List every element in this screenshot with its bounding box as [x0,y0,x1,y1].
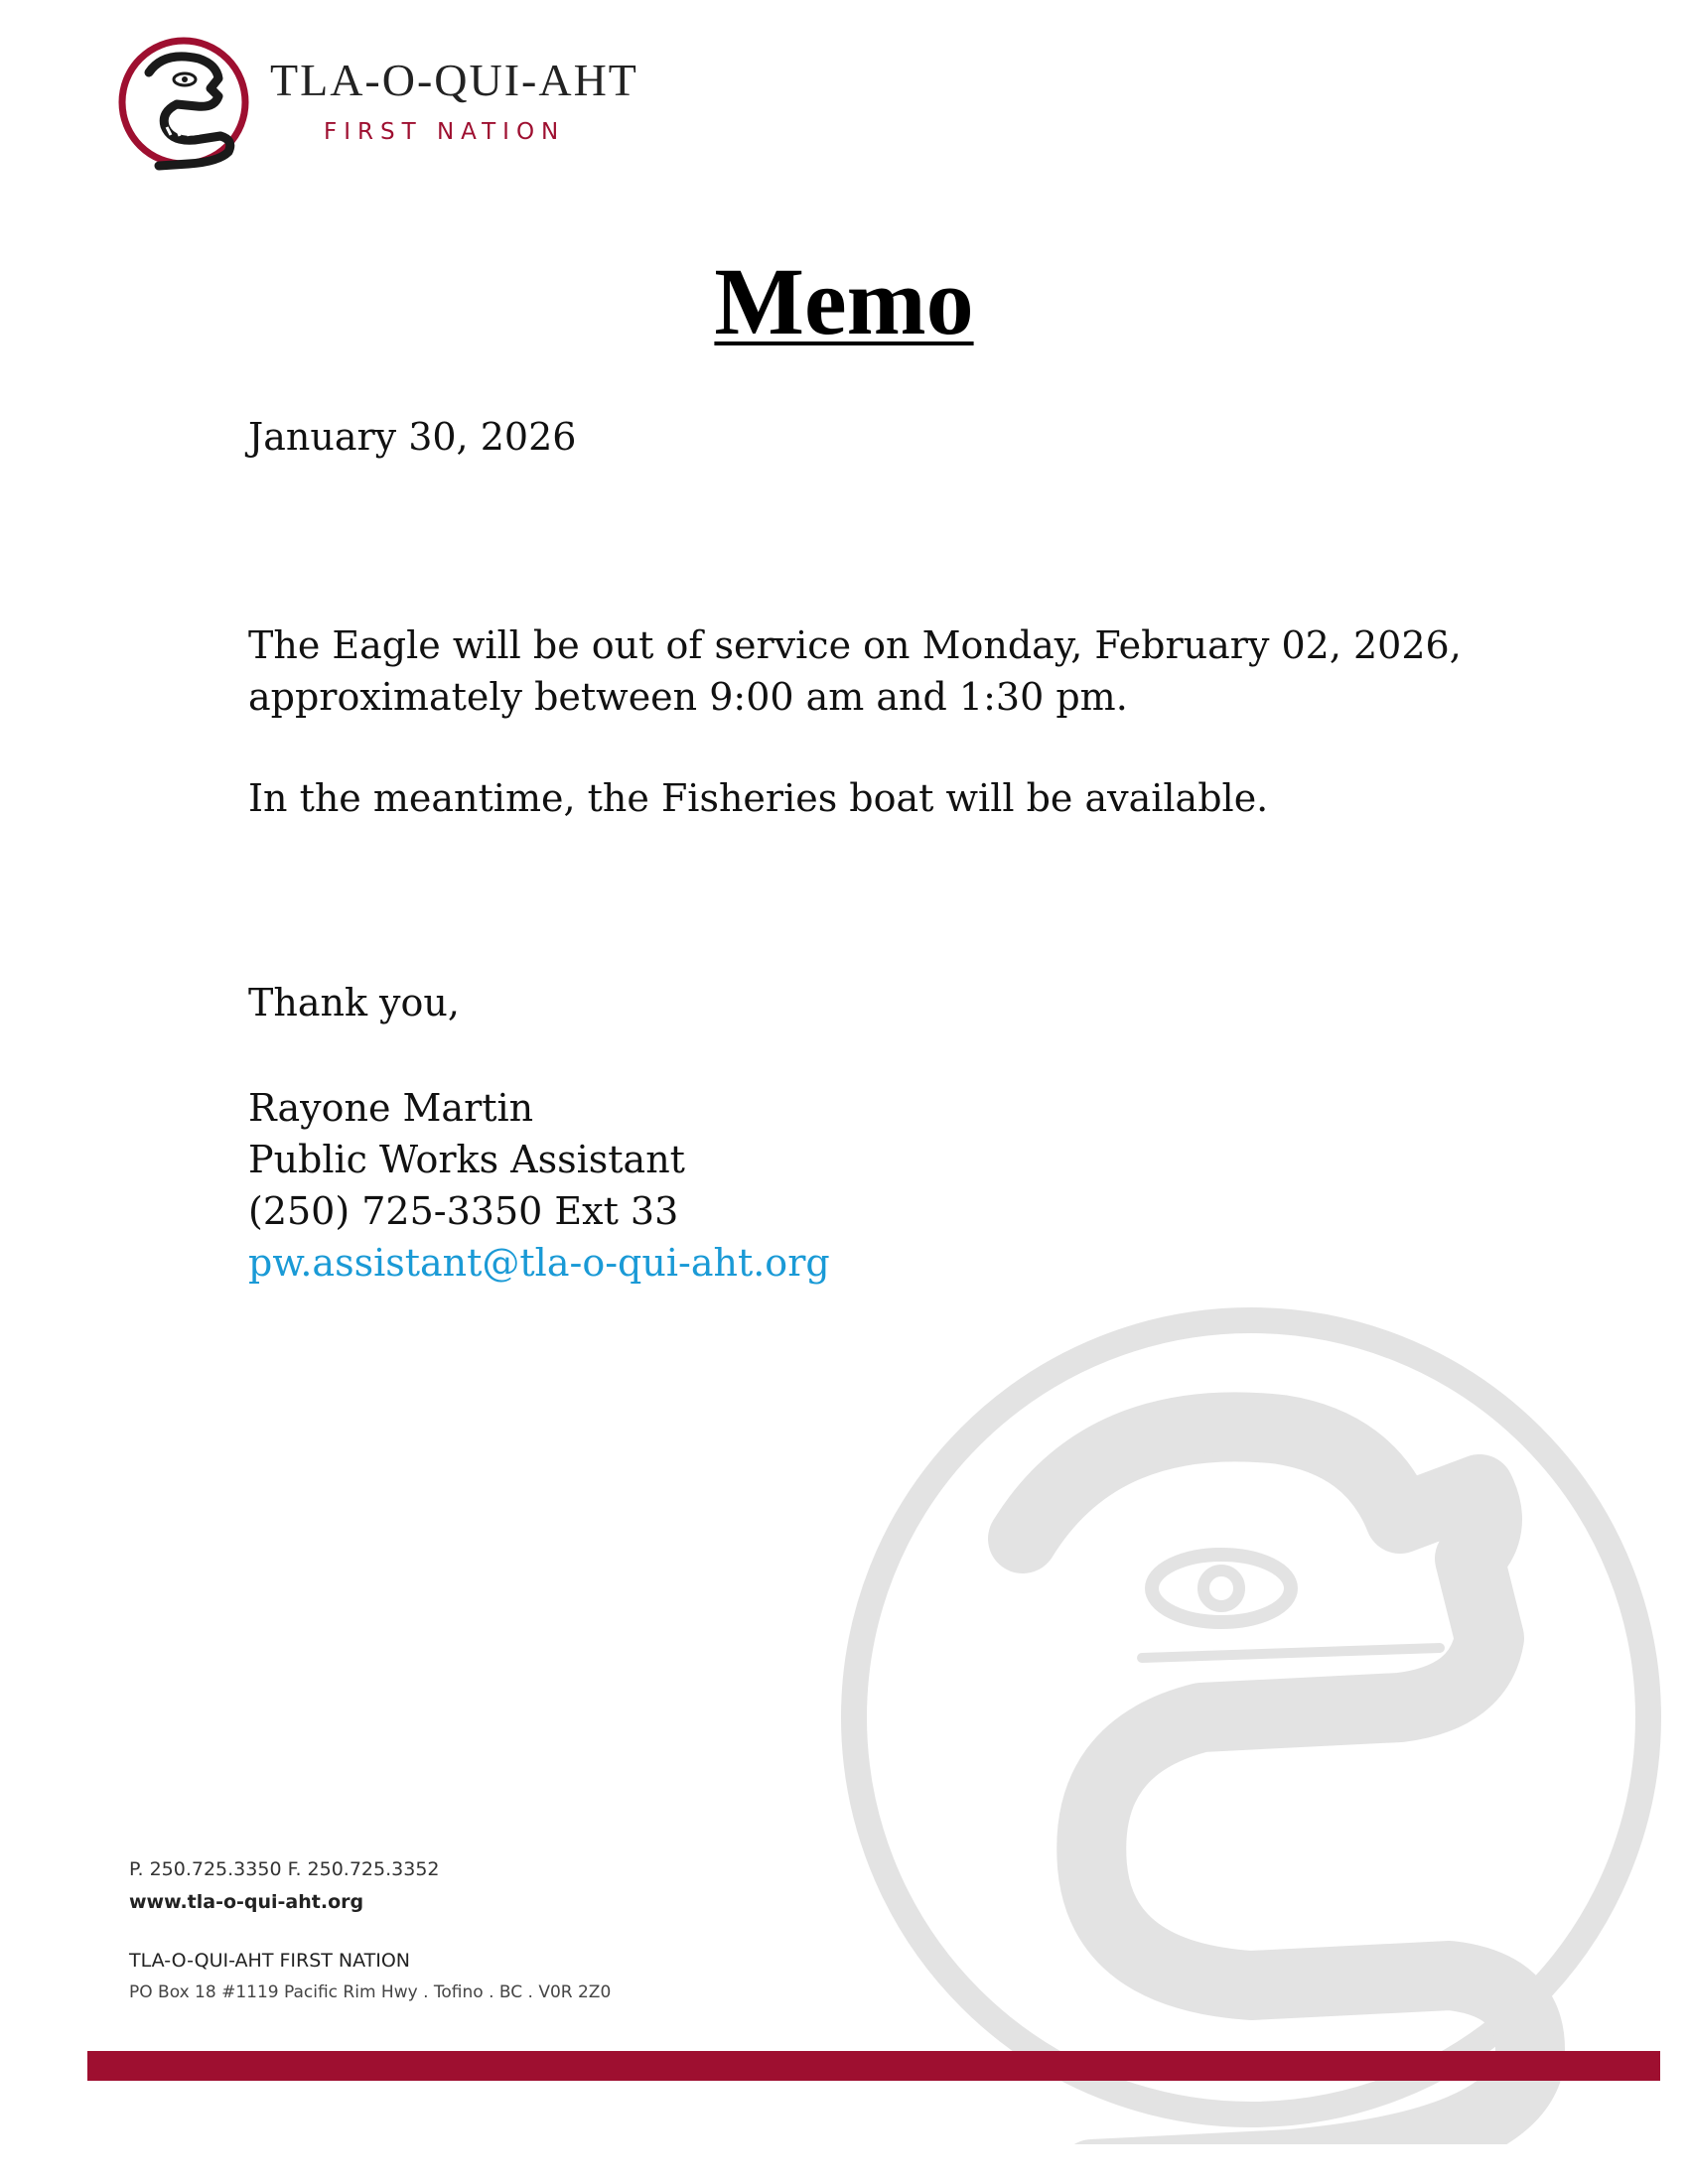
paragraph-line: approximately between 9:00 am and 1:30 pm. [248,675,1128,719]
signature-email-link[interactable]: pw.assistant@tla-o-qui-aht.org [248,1241,830,1285]
signature-block [248,1082,830,1289]
footer-organization-name: TLA-O-QUI-AHT FIRST NATION [129,1950,411,1972]
footer-website-link[interactable]: www.tla-o-qui-aht.org [129,1891,364,1913]
footer-address: PO Box 18 #1119 Pacific Rim Hwy . Tofino . BC . V0R 2Z0 [129,1982,612,2002]
paragraph-line: The Eagle will be out of service on Monday, February 02, 2026, [248,623,1462,667]
footer-phone-fax: P. 250.725.3350 F. 250.725.3352 [129,1858,440,1880]
closing-line: Thank you, [248,981,460,1024]
footer-accent-bar [87,2051,1660,2081]
serpent-watermark-icon [824,1291,1678,2144]
signature-phone: (250) 725-3350 Ext 33 [248,1189,679,1233]
serpent-logo-icon [109,28,258,177]
service-notice-paragraph [248,619,1462,723]
memo-title: Memo [714,248,974,354]
organization-name: TLA-O-QUI-AHT [270,55,638,105]
signature-name: Rayone Martin [248,1086,534,1130]
memo-date: January 30, 2026 [248,415,577,459]
signature-title: Public Works Assistant [248,1138,685,1181]
alternative-boat-paragraph: In the meantime, the Fisheries boat will be available. [248,776,1269,820]
organization-subtitle: FIRST NATION [324,119,566,145]
